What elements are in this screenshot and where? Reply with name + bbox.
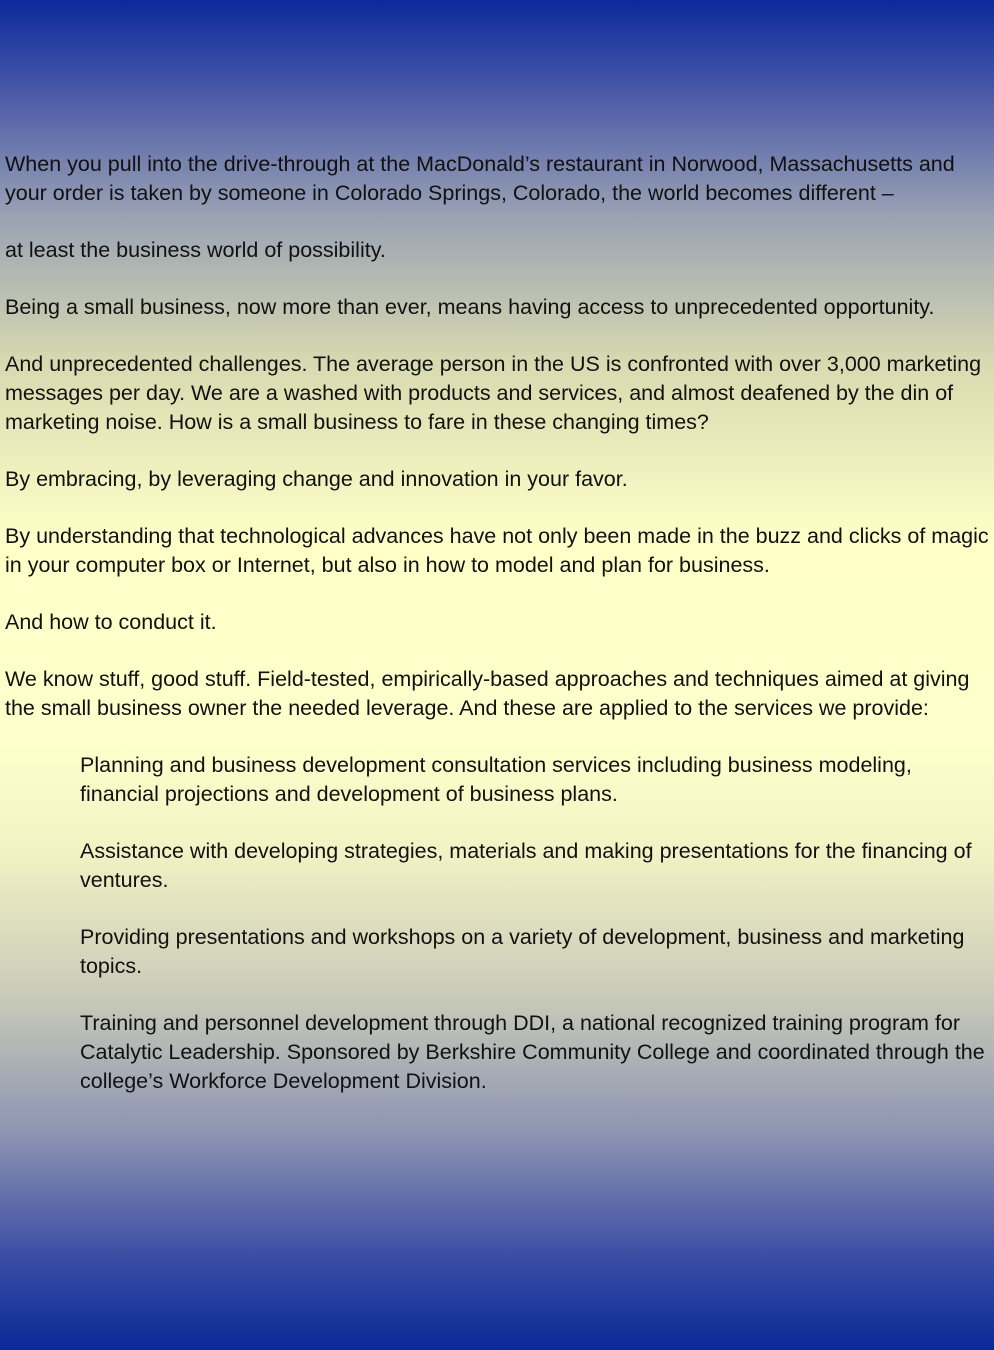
page-content [5,150,990,1124]
intro-paragraph: When you pull into the drive-through at the MacDonald’s restaurant in Norwood, Massachusetts and your order is taken by someone in Colorado Springs, Colorado, the world becomes different – [5,152,955,205]
embracing-paragraph: By embracing, by leveraging change and innovation in your favor. [5,467,628,491]
service-item-financing: Assistance with developing strategies, materials and making presentations for the financing of ventures. [80,839,972,892]
opportunity-paragraph: Being a small business, now more than ever, means having access to unprecedented opportunity. [5,295,935,319]
service-item-planning: Planning and business development consultation services including business modeling, financial projections and development of business plans. [80,753,912,806]
service-item-training: Training and personnel development through DDI, a national recognized training program for Catalytic Leadership. Sponsored by Berkshire Community College and coordinated through the college’s Workforce Development Division. [80,1011,985,1093]
challenges-paragraph: And unprecedented challenges. The average person in the US is confronted with over 3,000 marketing messages per day. We are a washed with products and services, and almost deafened by the din of marketing noise. How is a small business to fare in these changing times? [5,352,982,434]
conduct-paragraph: And how to conduct it. [5,610,217,634]
service-item-presentations: Providing presentations and workshops on a variety of development, business and marketing topics. [80,925,965,978]
services-list [5,751,990,1096]
services-intro-paragraph: We know stuff, good stuff. Field-tested, empirically-based approaches and techniques aimed at giving the small business owner the needed leverage. And these are applied to the services we provide: [5,667,970,720]
possibility-paragraph: at least the business world of possibility. [5,238,386,262]
understanding-paragraph: By understanding that technological advances have not only been made in the buzz and clicks of magic in your computer box or Internet, but also in how to model and plan for business. [5,524,989,577]
